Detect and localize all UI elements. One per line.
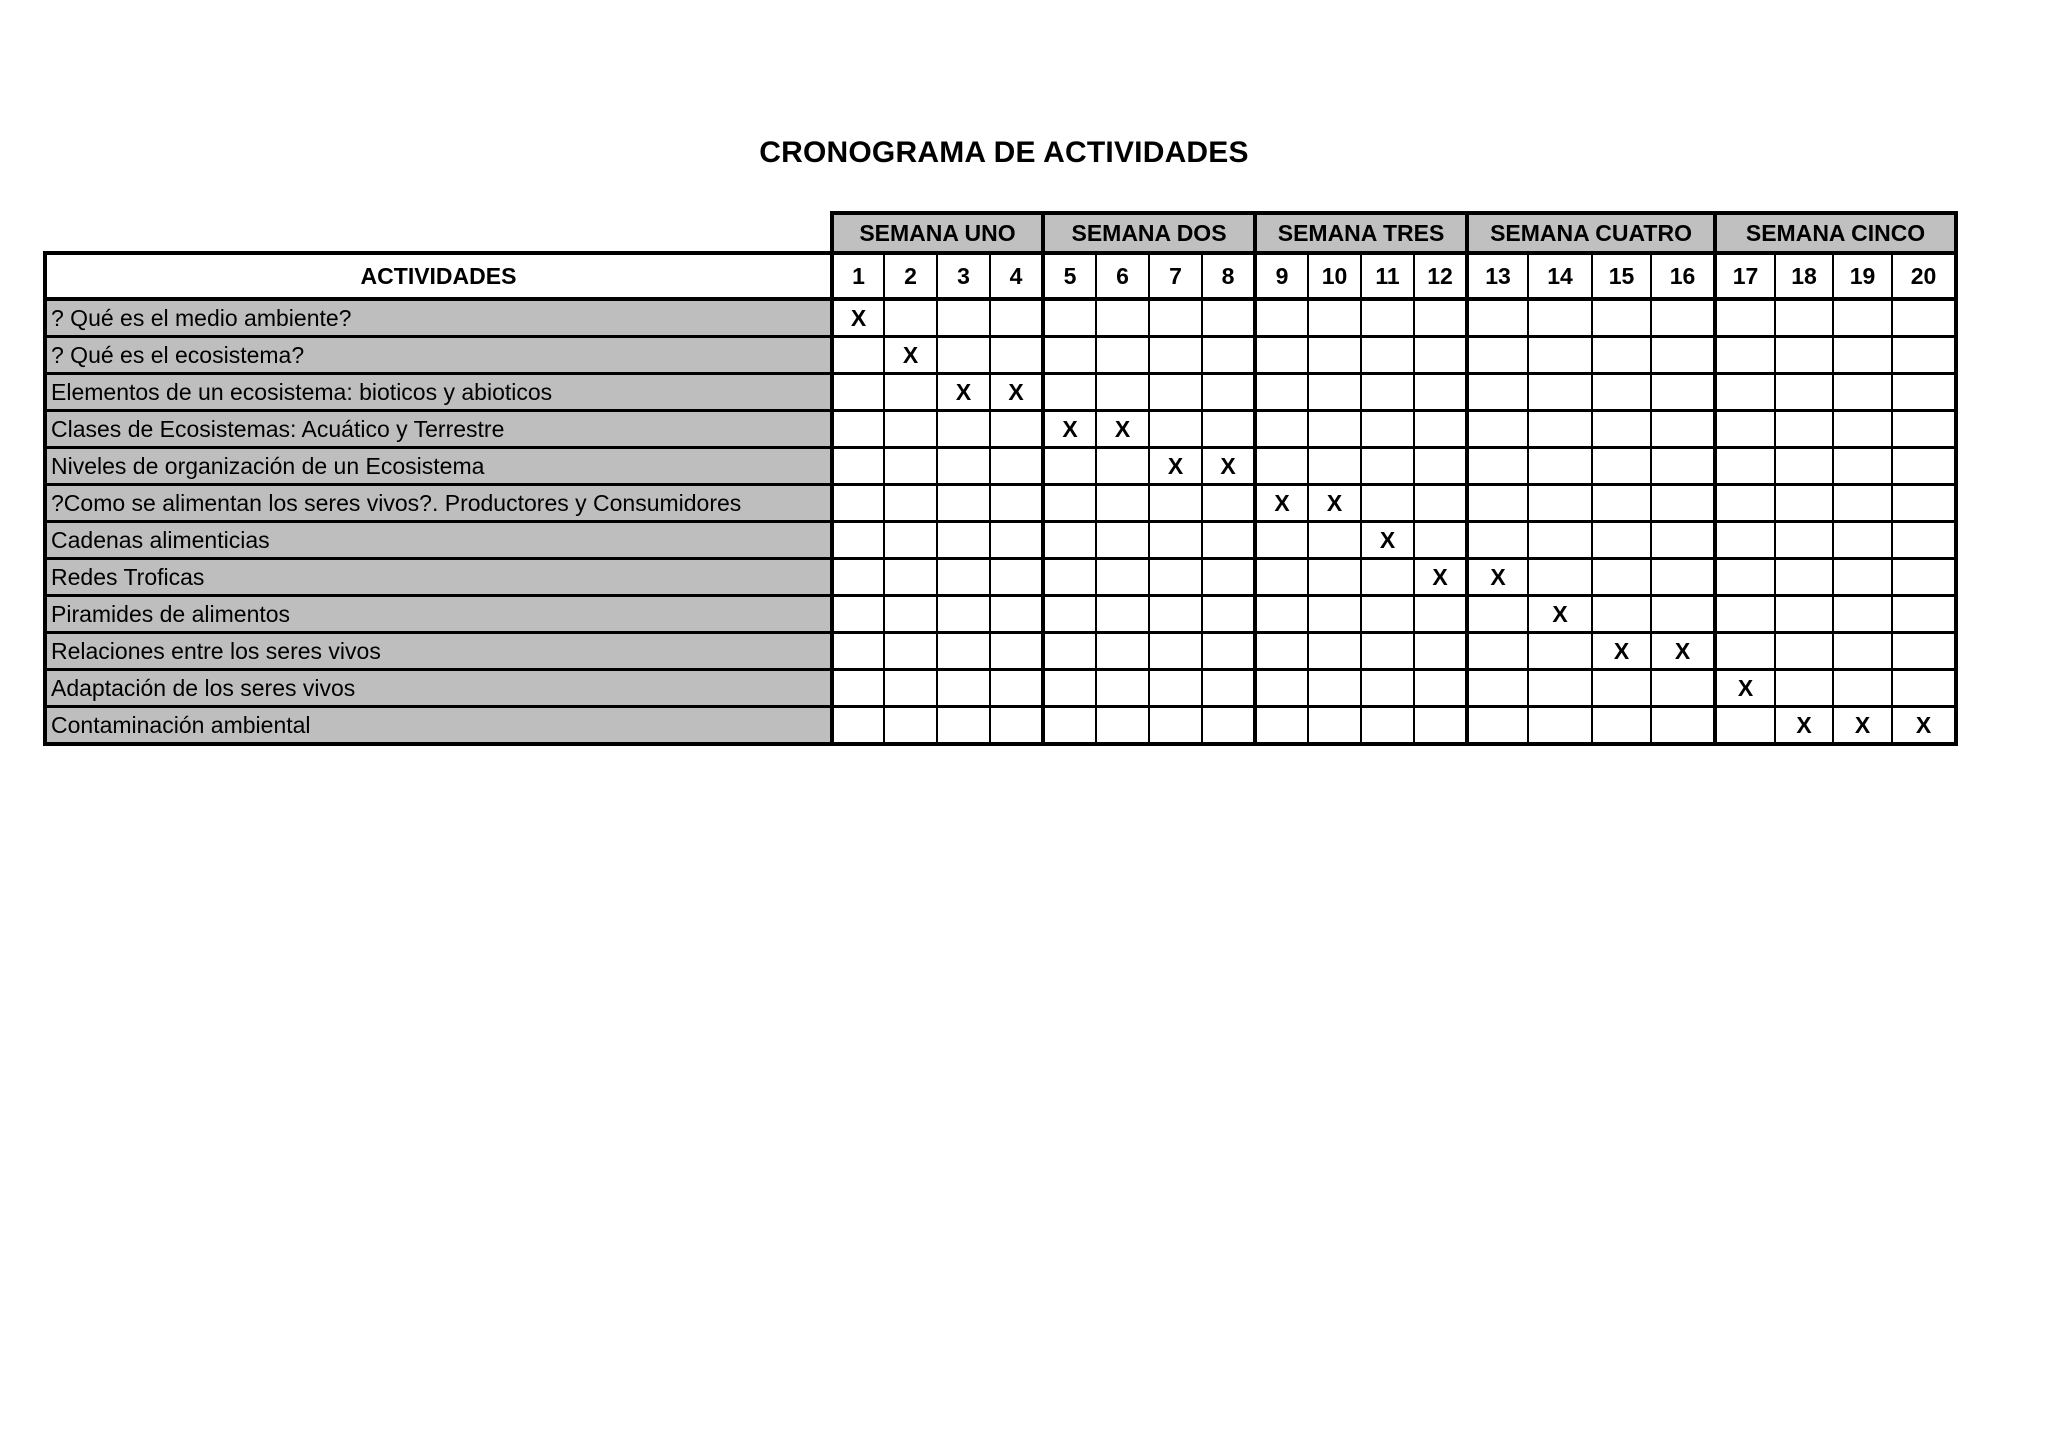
schedule-cell: [1892, 633, 1956, 670]
week-header: SEMANA CINCO: [1715, 213, 1956, 253]
schedule-cell: [937, 448, 990, 485]
schedule-cell: [1592, 670, 1651, 707]
week-header: SEMANA UNO: [832, 213, 1043, 253]
schedule-cell: [1892, 374, 1956, 411]
schedule-cell: [1592, 522, 1651, 559]
schedule-cell: [1528, 411, 1592, 448]
day-number: 20: [1892, 253, 1956, 299]
schedule-cell: [1592, 337, 1651, 374]
schedule-cell: [1361, 411, 1414, 448]
schedule-cell: [1651, 707, 1715, 745]
schedule-cell: [937, 707, 990, 745]
schedule-cell: [1715, 337, 1775, 374]
schedule-cell: [1467, 448, 1528, 485]
schedule-cell: [1467, 485, 1528, 522]
schedule-cell: [1308, 337, 1361, 374]
schedule-cell: [1308, 448, 1361, 485]
activity-label: ? Qué es el medio ambiente?: [45, 299, 832, 337]
schedule-table: [43, 211, 1958, 746]
activity-row: [45, 596, 1956, 633]
schedule-mark: X: [1255, 485, 1308, 522]
schedule-cell: [1528, 299, 1592, 337]
schedule-cell: [832, 670, 884, 707]
schedule-mark: X: [1361, 522, 1414, 559]
schedule-cell: [937, 596, 990, 633]
schedule-cell: [937, 299, 990, 337]
week-header-row: [45, 213, 1956, 253]
schedule-cell: [1892, 670, 1956, 707]
schedule-cell: [884, 670, 937, 707]
activity-row: [45, 670, 1956, 707]
schedule-cell: [1467, 374, 1528, 411]
schedule-cell: [1414, 299, 1467, 337]
schedule-cell: [1528, 633, 1592, 670]
schedule-cell: [1651, 596, 1715, 633]
schedule-cell: [990, 596, 1043, 633]
schedule-cell: [1149, 633, 1202, 670]
schedule-cell: [1833, 522, 1892, 559]
schedule-cell: [1414, 522, 1467, 559]
schedule-cell: [1528, 670, 1592, 707]
schedule-cell: [1308, 299, 1361, 337]
activity-label: Relaciones entre los seres vivos: [45, 633, 832, 670]
day-number: 17: [1715, 253, 1775, 299]
schedule-cell: [1308, 522, 1361, 559]
day-number: 1: [832, 253, 884, 299]
schedule-cell: [1467, 596, 1528, 633]
schedule-mark: X: [832, 299, 884, 337]
schedule-cell: [1892, 411, 1956, 448]
schedule-cell: [1715, 411, 1775, 448]
schedule-mark: X: [1202, 448, 1255, 485]
schedule-cell: [1043, 633, 1096, 670]
schedule-cell: [1149, 485, 1202, 522]
schedule-cell: [1255, 670, 1308, 707]
schedule-cell: [937, 485, 990, 522]
schedule-cell: [1096, 522, 1149, 559]
schedule-cell: [832, 485, 884, 522]
schedule-cell: [1833, 448, 1892, 485]
schedule-cell: [1096, 633, 1149, 670]
schedule-cell: [1651, 485, 1715, 522]
schedule-cell: [1414, 670, 1467, 707]
schedule-cell: [1308, 707, 1361, 745]
schedule-cell: [1308, 633, 1361, 670]
schedule-cell: [1096, 485, 1149, 522]
schedule-cell: [1361, 559, 1414, 596]
day-number: 15: [1592, 253, 1651, 299]
schedule-cell: [832, 337, 884, 374]
schedule-cell: [990, 485, 1043, 522]
activity-row: [45, 448, 1956, 485]
schedule-cell: [1715, 522, 1775, 559]
schedule-cell: [1775, 596, 1833, 633]
page-title: CRONOGRAMA DE ACTIVIDADES: [759, 136, 1249, 169]
schedule-cell: [1202, 670, 1255, 707]
schedule-cell: [884, 299, 937, 337]
schedule-cell: [884, 522, 937, 559]
schedule-cell: [1043, 522, 1096, 559]
schedule-cell: [1775, 559, 1833, 596]
schedule-cell: [1651, 337, 1715, 374]
schedule-cell: [1414, 633, 1467, 670]
schedule-cell: [1202, 299, 1255, 337]
schedule-cell: [1892, 485, 1956, 522]
day-number: 4: [990, 253, 1043, 299]
schedule-cell: [1043, 596, 1096, 633]
schedule-cell: [1043, 299, 1096, 337]
schedule-cell: [990, 559, 1043, 596]
schedule-cell: [1414, 411, 1467, 448]
week-header: SEMANA CUATRO: [1467, 213, 1715, 253]
schedule-cell: [990, 522, 1043, 559]
schedule-cell: [1715, 559, 1775, 596]
schedule-cell: [1149, 374, 1202, 411]
schedule-cell: [1361, 374, 1414, 411]
schedule-cell: [884, 411, 937, 448]
schedule-cell: [1361, 485, 1414, 522]
schedule-cell: [1096, 448, 1149, 485]
schedule-cell: [1149, 707, 1202, 745]
day-number: 13: [1467, 253, 1528, 299]
schedule-mark: X: [990, 374, 1043, 411]
schedule-cell: [884, 596, 937, 633]
schedule-cell: [1715, 485, 1775, 522]
schedule-cell: [1651, 411, 1715, 448]
schedule-cell: [1308, 374, 1361, 411]
schedule-cell: [1651, 374, 1715, 411]
schedule-mark: X: [1149, 448, 1202, 485]
schedule-cell: [1149, 596, 1202, 633]
schedule-cell: [1892, 448, 1956, 485]
schedule-cell: [1833, 337, 1892, 374]
schedule-cell: [1833, 299, 1892, 337]
schedule-cell: [1255, 707, 1308, 745]
activity-row: [45, 707, 1956, 745]
schedule-mark: X: [1528, 596, 1592, 633]
schedule-cell: [1096, 596, 1149, 633]
schedule-cell: [1833, 374, 1892, 411]
schedule-mark: X: [884, 337, 937, 374]
schedule-cell: [832, 411, 884, 448]
schedule-cell: [1255, 633, 1308, 670]
schedule-cell: [1202, 596, 1255, 633]
schedule-mark: X: [937, 374, 990, 411]
activity-row: [45, 485, 1956, 522]
schedule-cell: [1149, 411, 1202, 448]
schedule-cell: [1651, 670, 1715, 707]
schedule-cell: [1255, 374, 1308, 411]
schedule-cell: [1775, 522, 1833, 559]
activity-label: Cadenas alimenticias: [45, 522, 832, 559]
schedule-cell: [1202, 633, 1255, 670]
schedule-cell: [1467, 522, 1528, 559]
schedule-cell: [1467, 633, 1528, 670]
schedule-cell: [1361, 633, 1414, 670]
schedule-cell: [884, 485, 937, 522]
schedule-cell: [1833, 596, 1892, 633]
schedule-cell: [1467, 411, 1528, 448]
schedule-cell: [1043, 559, 1096, 596]
day-number: 6: [1096, 253, 1149, 299]
schedule-cell: [1651, 522, 1715, 559]
activities-header: ACTIVIDADES: [45, 253, 832, 299]
activity-row: [45, 522, 1956, 559]
activity-row: [45, 337, 1956, 374]
schedule-cell: [990, 337, 1043, 374]
activity-row: [45, 633, 1956, 670]
schedule-cell: [1892, 337, 1956, 374]
schedule-cell: [1202, 337, 1255, 374]
schedule-cell: [1255, 411, 1308, 448]
schedule-cell: [1592, 448, 1651, 485]
schedule-cell: [884, 448, 937, 485]
schedule-cell: [1467, 670, 1528, 707]
activity-label: Contaminación ambiental: [45, 707, 832, 745]
schedule-mark: X: [1043, 411, 1096, 448]
schedule-mark: X: [1833, 707, 1892, 745]
schedule-cell: [1414, 485, 1467, 522]
activity-label: Redes Troficas: [45, 559, 832, 596]
schedule-cell: [1592, 707, 1651, 745]
schedule-cell: [1775, 374, 1833, 411]
schedule-cell: [1149, 522, 1202, 559]
schedule-cell: [1255, 337, 1308, 374]
schedule-cell: [1308, 559, 1361, 596]
schedule-cell: [832, 374, 884, 411]
schedule-cell: [1592, 559, 1651, 596]
day-number: 9: [1255, 253, 1308, 299]
schedule-mark: X: [1592, 633, 1651, 670]
schedule-cell: [1775, 299, 1833, 337]
week-header: SEMANA TRES: [1255, 213, 1467, 253]
schedule-cell: [1096, 670, 1149, 707]
schedule-cell: [990, 299, 1043, 337]
schedule-cell: [1043, 707, 1096, 745]
schedule-cell: [884, 374, 937, 411]
activity-row: [45, 374, 1956, 411]
schedule-cell: [832, 559, 884, 596]
day-number: 11: [1361, 253, 1414, 299]
schedule-cell: [832, 522, 884, 559]
schedule-cell: [1202, 411, 1255, 448]
schedule-cell: [1202, 559, 1255, 596]
schedule-cell: [1775, 633, 1833, 670]
schedule-cell: [1651, 299, 1715, 337]
schedule-cell: [937, 337, 990, 374]
day-number: 14: [1528, 253, 1592, 299]
schedule-cell: [1833, 633, 1892, 670]
schedule-cell: [1414, 374, 1467, 411]
schedule-mark: X: [1308, 485, 1361, 522]
schedule-mark: X: [1096, 411, 1149, 448]
schedule-cell: [1149, 299, 1202, 337]
schedule-cell: [1528, 448, 1592, 485]
day-number: 10: [1308, 253, 1361, 299]
day-number: 2: [884, 253, 937, 299]
schedule-cell: [832, 633, 884, 670]
activity-label: Elementos de un ecosistema: bioticos y abioticos: [45, 374, 832, 411]
schedule-cell: [832, 707, 884, 745]
schedule-cell: [1414, 596, 1467, 633]
schedule-cell: [1149, 559, 1202, 596]
activity-row: [45, 411, 1956, 448]
schedule-cell: [1096, 374, 1149, 411]
schedule-cell: [1775, 411, 1833, 448]
activity-row: [45, 559, 1956, 596]
schedule-cell: [1096, 559, 1149, 596]
schedule-cell: [1202, 522, 1255, 559]
schedule-cell: [1528, 522, 1592, 559]
schedule-cell: [1043, 448, 1096, 485]
schedule-cell: [1592, 299, 1651, 337]
schedule-cell: [937, 633, 990, 670]
day-number: 16: [1651, 253, 1715, 299]
schedule-cell: [1255, 299, 1308, 337]
schedule-cell: [1202, 485, 1255, 522]
schedule-cell: [1528, 707, 1592, 745]
schedule-cell: [1202, 707, 1255, 745]
schedule-cell: [1255, 559, 1308, 596]
schedule-cell: [1149, 670, 1202, 707]
schedule-cell: [1414, 707, 1467, 745]
activity-label: ? Qué es el ecosistema?: [45, 337, 832, 374]
day-number: 8: [1202, 253, 1255, 299]
schedule-cell: [1361, 670, 1414, 707]
activity-label: Niveles de organización de un Ecosistema: [45, 448, 832, 485]
schedule-cell: [1528, 559, 1592, 596]
schedule-mark: X: [1715, 670, 1775, 707]
schedule-cell: [1651, 559, 1715, 596]
schedule-cell: [1715, 596, 1775, 633]
schedule-cell: [1651, 448, 1715, 485]
schedule-cell: [1414, 448, 1467, 485]
activity-label: Adaptación de los seres vivos: [45, 670, 832, 707]
activity-label: ?Como se alimentan los seres vivos?. Productores y Consumidores: [45, 485, 832, 522]
schedule-cell: [1043, 374, 1096, 411]
schedule-cell: [1775, 337, 1833, 374]
schedule-cell: [1202, 374, 1255, 411]
schedule-cell: [1149, 337, 1202, 374]
schedule-cell: [1715, 633, 1775, 670]
schedule-cell: [1467, 337, 1528, 374]
week-header: SEMANA DOS: [1043, 213, 1255, 253]
schedule-cell: [1528, 485, 1592, 522]
schedule-cell: [832, 448, 884, 485]
activity-label: Clases de Ecosistemas: Acuático y Terrestre: [45, 411, 832, 448]
schedule-cell: [990, 411, 1043, 448]
schedule-cell: [1715, 299, 1775, 337]
schedule-cell: [1414, 337, 1467, 374]
schedule-cell: [1361, 337, 1414, 374]
activity-label: Piramides de alimentos: [45, 596, 832, 633]
schedule-cell: [1833, 411, 1892, 448]
schedule-mark: X: [1467, 559, 1528, 596]
schedule-cell: [1308, 411, 1361, 448]
schedule-cell: [1043, 670, 1096, 707]
schedule-cell: [1043, 485, 1096, 522]
schedule-cell: [1361, 707, 1414, 745]
schedule-cell: [1467, 707, 1528, 745]
schedule-cell: [937, 411, 990, 448]
schedule-cell: [937, 559, 990, 596]
schedule-cell: [990, 448, 1043, 485]
schedule-cell: [1361, 596, 1414, 633]
schedule-cell: [1892, 559, 1956, 596]
schedule-cell: [1892, 299, 1956, 337]
day-number-row: [45, 253, 1956, 299]
schedule-cell: [1775, 670, 1833, 707]
schedule-cell: [1308, 670, 1361, 707]
day-number: 3: [937, 253, 990, 299]
schedule-mark: X: [1651, 633, 1715, 670]
schedule-cell: [1715, 707, 1775, 745]
schedule-cell: [937, 522, 990, 559]
schedule-cell: [1775, 448, 1833, 485]
schedule-cell: [1043, 337, 1096, 374]
schedule-cell: [1592, 485, 1651, 522]
schedule-cell: [1361, 299, 1414, 337]
schedule-cell: [1892, 522, 1956, 559]
schedule-mark: X: [1414, 559, 1467, 596]
blank-corner: [45, 213, 832, 253]
schedule-cell: [1467, 299, 1528, 337]
schedule-cell: [990, 633, 1043, 670]
schedule-cell: [1833, 559, 1892, 596]
schedule-cell: [1361, 448, 1414, 485]
schedule-cell: [1255, 596, 1308, 633]
day-number: 5: [1043, 253, 1096, 299]
schedule-cell: [1592, 596, 1651, 633]
activity-row: [45, 299, 1956, 337]
day-number: 7: [1149, 253, 1202, 299]
schedule-cell: [1255, 448, 1308, 485]
schedule-mark: X: [1775, 707, 1833, 745]
schedule-cell: [1833, 485, 1892, 522]
schedule-cell: [1096, 299, 1149, 337]
schedule-mark: X: [1892, 707, 1956, 745]
schedule-cell: [1308, 596, 1361, 633]
day-number: 19: [1833, 253, 1892, 299]
schedule-cell: [1833, 670, 1892, 707]
schedule-cell: [1096, 337, 1149, 374]
schedule-cell: [1528, 337, 1592, 374]
schedule-cell: [937, 670, 990, 707]
day-number: 12: [1414, 253, 1467, 299]
schedule-cell: [1715, 448, 1775, 485]
schedule-cell: [1775, 485, 1833, 522]
schedule-cell: [1592, 374, 1651, 411]
schedule-cell: [1715, 374, 1775, 411]
schedule-cell: [832, 596, 884, 633]
schedule-cell: [884, 559, 937, 596]
schedule-cell: [990, 670, 1043, 707]
schedule-cell: [990, 707, 1043, 745]
schedule-cell: [884, 707, 937, 745]
schedule-cell: [1892, 596, 1956, 633]
schedule-cell: [1592, 411, 1651, 448]
schedule-cell: [1096, 707, 1149, 745]
schedule-cell: [1528, 374, 1592, 411]
day-number: 18: [1775, 253, 1833, 299]
schedule-cell: [1255, 522, 1308, 559]
schedule-cell: [884, 633, 937, 670]
